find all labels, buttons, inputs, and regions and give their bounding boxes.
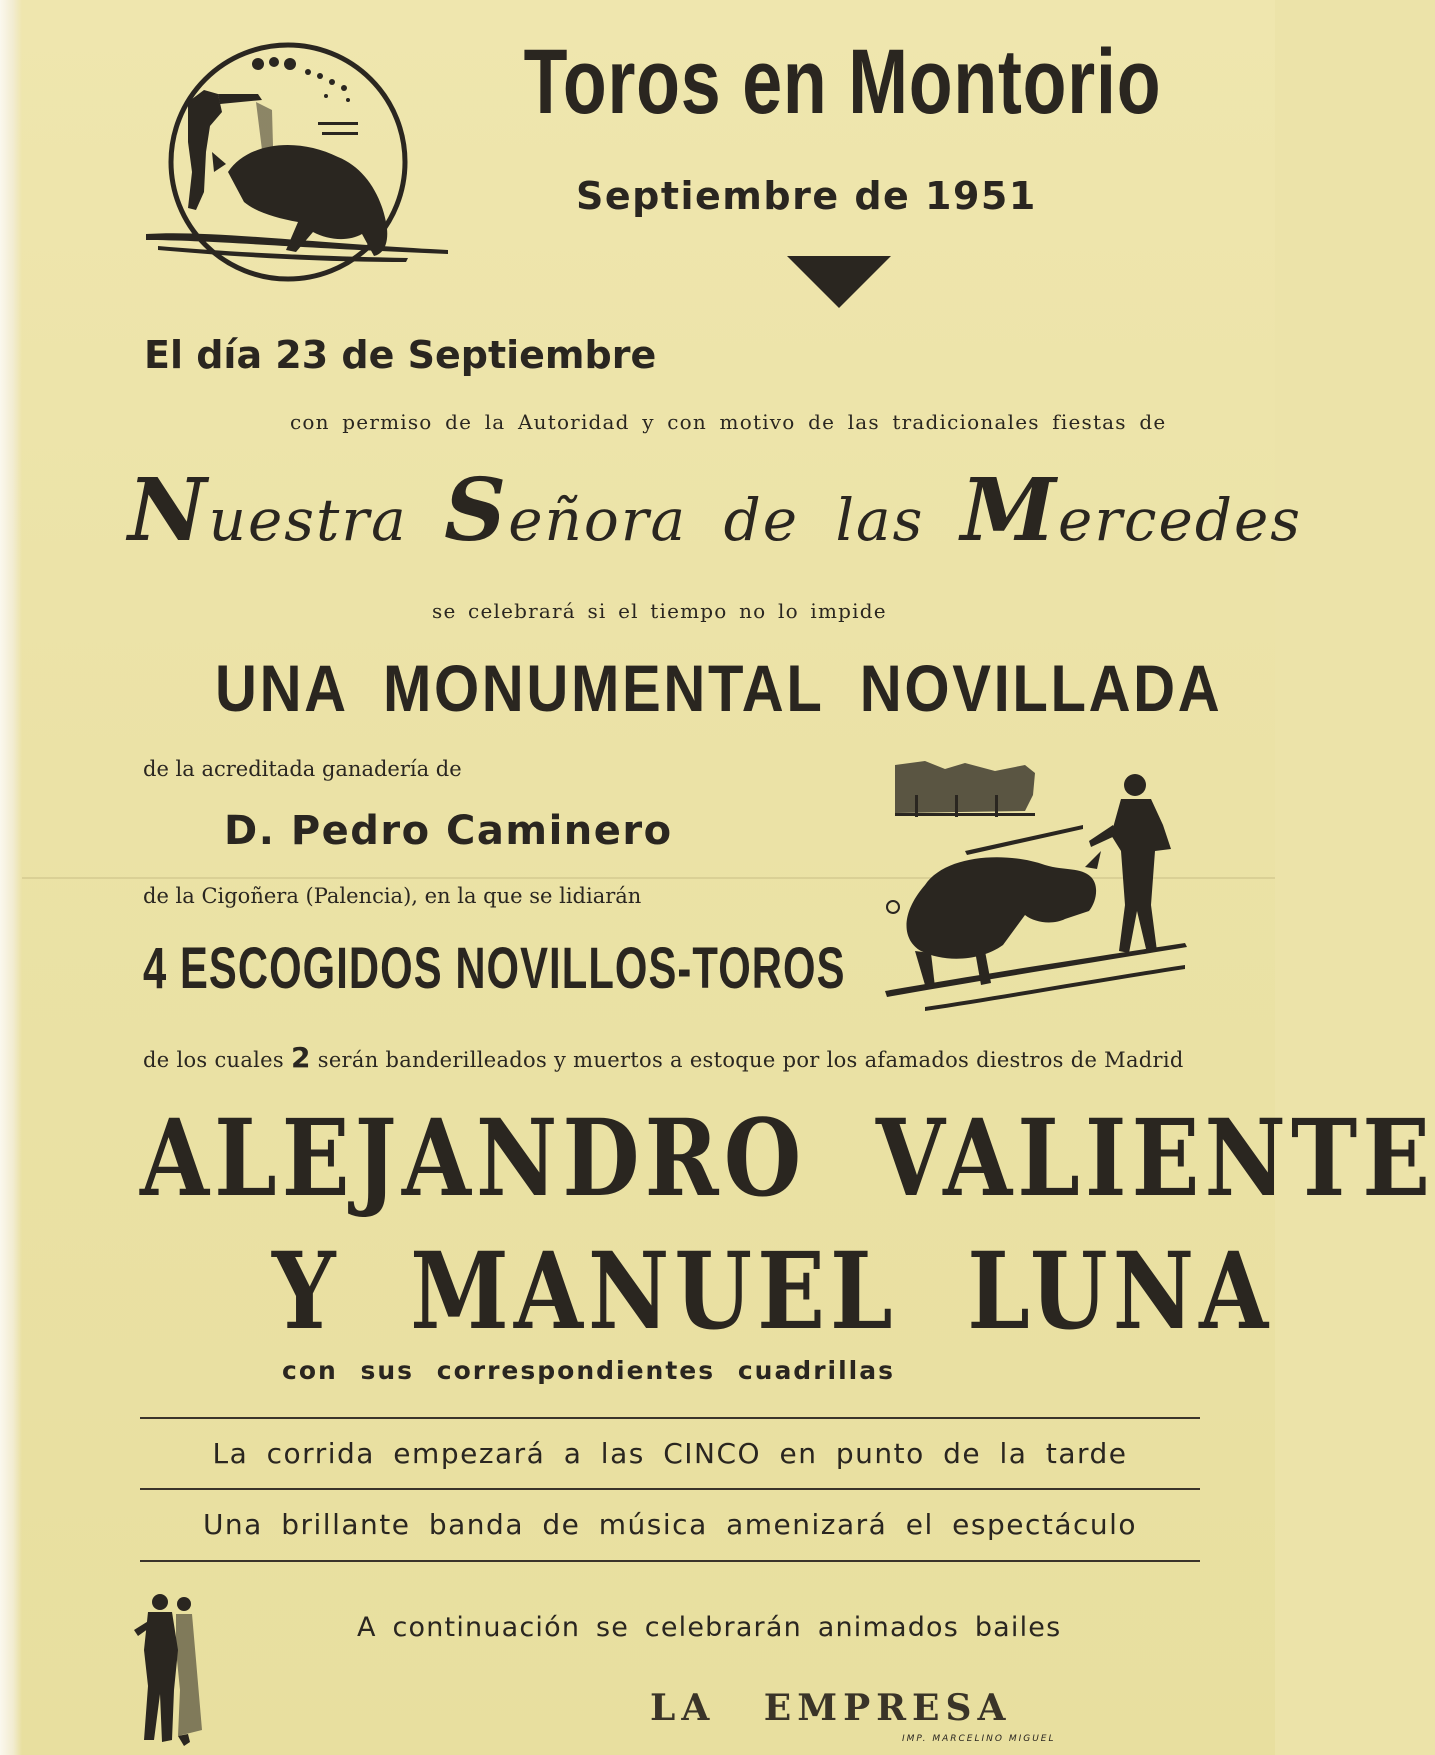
fiesta-word-3: de las: [723, 486, 925, 554]
fiesta-name: [128, 460, 1302, 561]
fiesta-initial-n: N: [128, 460, 209, 561]
signature: LA EMPRESA: [650, 1687, 1012, 1729]
matador-2: MANUEL LUNA: [410, 1228, 1274, 1353]
start-time-line: La corrida empezará a las CINCO en punto de la tarde: [212, 1437, 1128, 1470]
dancing-couple-icon: [132, 1590, 212, 1750]
fiesta-word-4: ercedes: [1058, 486, 1303, 554]
poster-subtitle: Septiembre de 1951: [576, 174, 1037, 218]
permiso-line: con permiso de la Autoridad y con motivo de las tradicionales fiestas de: [290, 410, 1167, 434]
weather-note: se celebrará si el tiempo no lo impide: [432, 599, 887, 623]
fiesta-initial-m: M: [960, 460, 1058, 561]
fiesta-word-2: eñora: [508, 486, 688, 554]
bulls-headline: 4 ESCOGIDOS NOVILLOS-TOROS: [143, 936, 846, 1001]
bullfight-vignette-icon: [148, 42, 448, 302]
divider: [140, 1488, 1200, 1490]
printer-mark: IMP. MARCELINO MIGUEL: [902, 1734, 1056, 1744]
event-headline: UNA MONUMENTAL NOVILLADA: [215, 651, 1223, 725]
divider: [140, 1560, 1200, 1562]
divider: [140, 1417, 1200, 1419]
poster-title: Toros en Montorio: [523, 31, 1162, 133]
music-line: Una brillante banda de música amenizará el espectáculo: [202, 1508, 1138, 1541]
event-date: El día 23 de Septiembre: [144, 333, 657, 377]
matador-2-line: [272, 1228, 1273, 1353]
cuales-line: [143, 1041, 1184, 1074]
matador-bull-icon: [885, 755, 1205, 1025]
conjunction: Y: [272, 1228, 341, 1353]
cuales-pre: de los cuales: [143, 1048, 284, 1072]
bailes-line: A continuación se celebrarán animados bailes: [357, 1612, 1062, 1643]
fiesta-initial-s: S: [444, 460, 509, 561]
fiesta-word-1: uestra: [208, 486, 408, 554]
matador-1: ALEJANDRO VALIENTE: [140, 1095, 1435, 1220]
down-triangle-icon: [787, 256, 891, 308]
cuales-post: serán banderilleados y muertos a estoque por los afamados diestros de Madrid: [317, 1048, 1184, 1072]
paper-edge: [0, 0, 22, 1755]
cuadrillas-line: con sus correspondientes cuadrillas: [282, 1356, 895, 1385]
ganadero-name: D. Pedro Caminero: [224, 808, 673, 854]
origin-line: de la Cigoñera (Palencia), en la que se lidiarán: [143, 884, 642, 908]
ganaderia-intro: de la acreditada ganadería de: [143, 757, 462, 781]
cuales-number: 2: [290, 1041, 311, 1074]
